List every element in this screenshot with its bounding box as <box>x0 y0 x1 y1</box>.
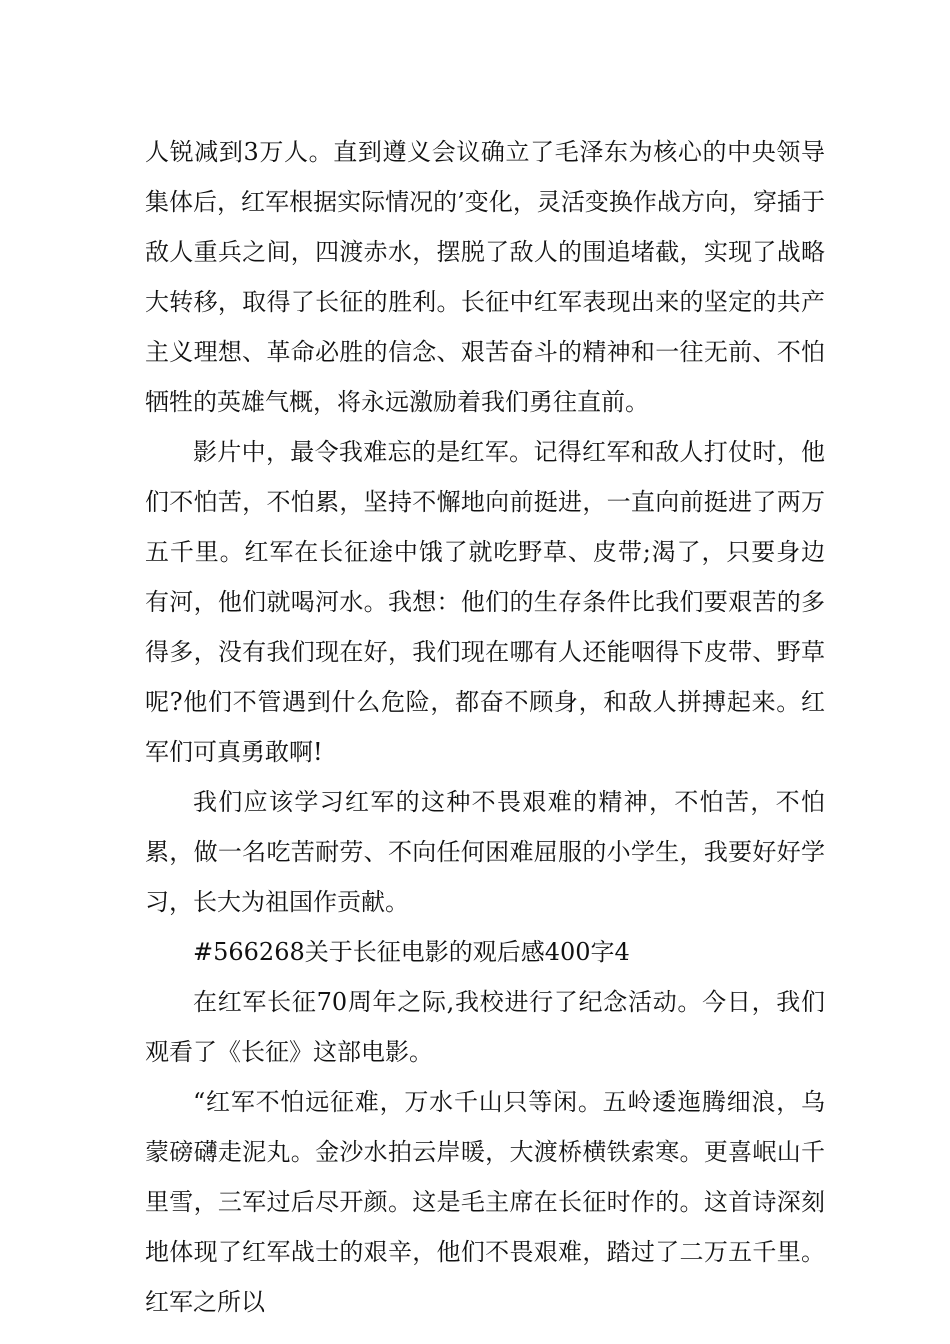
section-heading: #566268关于长征电影的观后感400字4 <box>193 938 630 966</box>
paragraph-2: 影片中，最令我难忘的是红军。记得红军和敌人打仗时，他们不怕苦，不怕累，坚持不懈地向前挺进，一直向前挺进了两万五千里。红军在长征途中饿了就吃野草、皮带;渴了，只要身边有河，他们就喝河水。我想：他们的生存条件比我们要艰苦的多得多，没有我们现在好，我们现在哪有人还能咽得下皮带、野草呢?他们不管遇到什么危险，都奋不顾身，和敌人拼搏起来。红军们可真勇敢啊! <box>145 438 825 766</box>
paragraph-6: “红军不怕远征难，万水千山只等闲。五岭逶迤腾细浪，乌蒙磅礴走泥丸。金沙水拍云岸暖，大渡桥横铁索寒。更喜岷山千里雪，三军过后尽开颜。这是毛主席在长征时作的。这首诗深刻地体现了红军战士的艰辛，他们不畏艰难，踏过了二万五千里。红军之所以 <box>145 1088 825 1316</box>
paragraph-1: 人锐减到3万人。直到遵义会议确立了毛泽东为核心的中央领导集体后，红军根据实际情况的’变化，灵活变换作战方向，穿插于敌人重兵之间，四渡赤水，摆脱了敌人的围追堵截，实现了战略大转移，取得了长征的胜利。长征中红军表现出来的坚定的共产主义理想、革命必胜的信念、艰苦奋斗的精神和一往无前、不怕牺牲的英雄气概，将永远激励着我们勇往直前。 <box>145 138 825 416</box>
document-body <box>145 127 825 1327</box>
paragraph-5: 在红军长征70周年之际,我校进行了纪念活动。今日，我们观看了《长征》这部电影。 <box>145 988 825 1066</box>
paragraph-3: 我们应该学习红军的这种不畏艰难的精神，不怕苦，不怕累，做一名吃苦耐劳、不向任何困难屈服的小学生，我要好好学习，长大为祖国作贡献。 <box>145 788 825 916</box>
